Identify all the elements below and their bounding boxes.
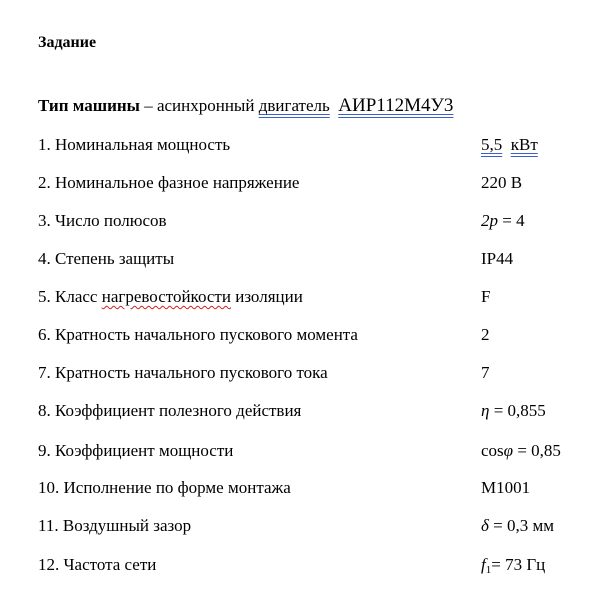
cos-text: cos bbox=[481, 441, 504, 460]
param-value: М1001 bbox=[481, 478, 531, 497]
param-row-power-factor bbox=[38, 440, 598, 462]
page-heading: Задание bbox=[38, 34, 97, 51]
machine-type-label: Тип машины bbox=[38, 96, 140, 115]
machine-type-line bbox=[38, 95, 453, 117]
param-value: 220 В bbox=[481, 173, 523, 192]
param-row-power bbox=[38, 134, 598, 156]
param-row-mounting bbox=[38, 477, 598, 499]
param-value bbox=[481, 134, 538, 156]
machine-type-word: двигатель bbox=[258, 96, 330, 115]
machine-type-description: – асинхронный bbox=[139, 96, 259, 115]
param-name: 11. Воздушный зазор bbox=[38, 516, 192, 535]
param-name: 9. Коэффициент мощности bbox=[38, 441, 234, 460]
param-value: F bbox=[481, 287, 491, 306]
param-value bbox=[481, 515, 554, 537]
param-value bbox=[481, 440, 561, 462]
frequency-subscript: 1 bbox=[485, 564, 492, 576]
param-value: 2 bbox=[481, 325, 490, 344]
poles-symbol: 2p bbox=[481, 211, 498, 230]
param-value bbox=[481, 400, 546, 422]
frequency-value: = 73 Гц bbox=[491, 555, 546, 574]
poles-value: = 4 bbox=[498, 211, 525, 230]
param-row-insulation bbox=[38, 286, 598, 308]
air-gap-value: = 0,3 мм bbox=[488, 516, 555, 535]
param-name: 2. Номинальное фазное напряжение bbox=[38, 173, 300, 192]
delta-symbol: δ bbox=[481, 516, 489, 535]
param-name: 10. Исполнение по форме монтажа bbox=[38, 478, 291, 497]
power-unit: кВт bbox=[510, 135, 538, 154]
param-row-frequency bbox=[38, 554, 598, 576]
param-row-protection bbox=[38, 248, 598, 270]
param-row-air-gap bbox=[38, 515, 598, 537]
param-value bbox=[481, 554, 545, 581]
param-name: 1. Номинальная мощность bbox=[38, 135, 231, 154]
efficiency-value: = 0,855 bbox=[489, 401, 546, 420]
efficiency-symbol: η bbox=[481, 401, 490, 420]
param-row-starting-torque bbox=[38, 324, 598, 346]
param-name bbox=[38, 286, 303, 308]
machine-model: АИР112М4У3 bbox=[338, 95, 454, 116]
param-name: 8. Коэффициент полезного действия bbox=[38, 401, 302, 420]
param-row-voltage bbox=[38, 172, 598, 194]
param-name-end: изоляции bbox=[230, 287, 303, 306]
param-name: 12. Частота сети bbox=[38, 555, 157, 574]
param-row-poles bbox=[38, 210, 598, 232]
phi-symbol: φ bbox=[503, 441, 514, 460]
param-name: 6. Кратность начального пускового момента bbox=[38, 325, 358, 344]
param-value: IP44 bbox=[481, 249, 514, 268]
param-name: 4. Степень защиты bbox=[38, 249, 175, 268]
power-number: 5,5 bbox=[481, 135, 503, 154]
param-name-start: 5. Класс bbox=[38, 287, 102, 306]
param-row-starting-current bbox=[38, 362, 598, 384]
spellcheck-marked-word: нагревостойкости bbox=[101, 287, 231, 306]
param-name: 3. Число полюсов bbox=[38, 211, 167, 230]
param-row-efficiency bbox=[38, 400, 598, 422]
param-value: 7 bbox=[481, 363, 490, 382]
power-factor-value: = 0,85 bbox=[513, 441, 561, 460]
param-name: 7. Кратность начального пускового тока bbox=[38, 363, 328, 382]
frequency-symbol: f bbox=[481, 555, 486, 574]
param-value bbox=[481, 210, 525, 232]
